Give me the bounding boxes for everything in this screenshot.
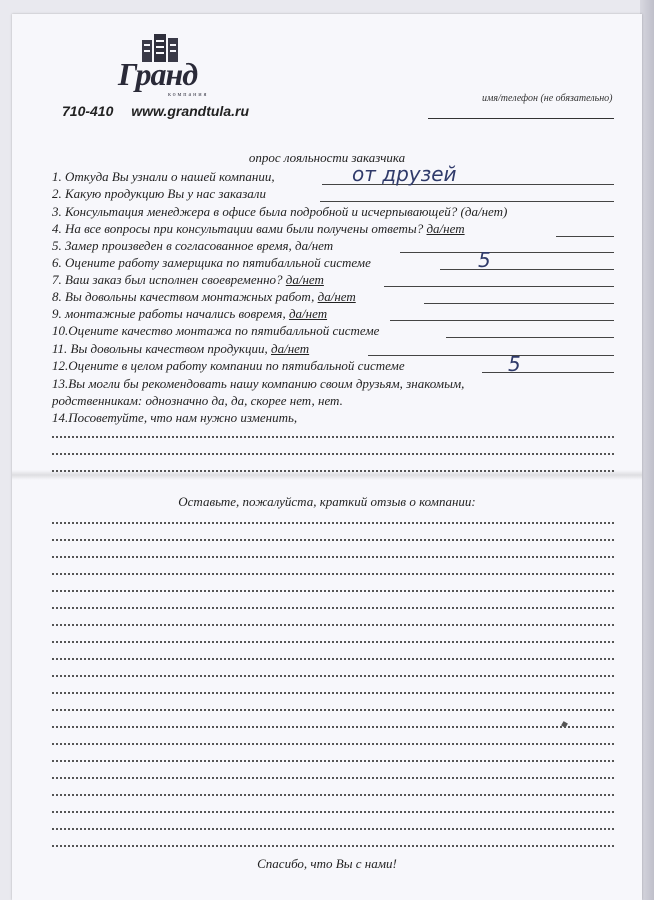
feedback-line[interactable] [52, 590, 614, 592]
answer-7-field[interactable] [384, 286, 614, 287]
company-contacts [62, 103, 249, 119]
question-4 [52, 221, 465, 237]
feedback-line[interactable] [52, 624, 614, 626]
brand-name: Гранд [118, 56, 198, 92]
answer-5-field[interactable] [400, 252, 614, 253]
feedback-line[interactable] [52, 607, 614, 609]
feedback-line[interactable] [52, 828, 614, 830]
feedback-line[interactable] [52, 743, 614, 745]
answer-14-line[interactable] [52, 436, 614, 438]
feedback-title: Оставьте, пожалуйста, краткий отзыв о компании: [178, 494, 476, 509]
feedback-line[interactable] [52, 760, 614, 762]
answer-9-field[interactable] [390, 320, 614, 321]
feedback-line[interactable] [52, 845, 614, 847]
company-website: www.grandtula.ru [131, 103, 249, 119]
scan-edge [640, 0, 654, 900]
company-phone: 710-410 [62, 103, 114, 119]
feedback-line[interactable] [52, 522, 614, 524]
answer-14-line[interactable] [52, 453, 614, 455]
feedback-line[interactable] [52, 692, 614, 694]
question-13: 13.Вы могли бы рекомендовать нашу компанию своим друзьям, знакомым, [52, 376, 465, 391]
feedback-line[interactable] [52, 573, 614, 575]
feedback-line[interactable] [52, 777, 614, 779]
question-4-yes-no[interactable]: да/нет [426, 221, 465, 236]
answer-8-field[interactable] [424, 303, 614, 304]
question-8-yes-no[interactable]: да/нет [317, 289, 356, 304]
answer-2-field[interactable] [320, 201, 614, 202]
answer-4-field[interactable] [556, 236, 614, 237]
question-3: 3. Консультация менеджера в офисе была подробной и исчерпывающей? (да/нет) [52, 204, 508, 219]
question-13-options[interactable]: родственникам: однозначно да, да, скорее нет, нет. [52, 393, 343, 408]
answer-11-field[interactable] [368, 355, 614, 356]
question-12: 12.Оцените в целом работу компании по пятибальной системе [52, 358, 405, 373]
brand-subtitle: компания [168, 92, 209, 98]
feedback-line[interactable] [52, 641, 614, 643]
question-8 [52, 289, 356, 305]
feedback-line[interactable] [52, 811, 614, 813]
question-1: 1. Откуда Вы узнали о нашей компании, [52, 169, 275, 184]
question-9-text: 9. монтажные работы начались вовремя, [52, 306, 286, 321]
question-14: 14.Посоветуйте, что нам нужно изменить, [52, 410, 298, 425]
thanks-note: Спасибо, что Вы с нами! [257, 856, 397, 871]
answer-6-handwritten: 5 [478, 248, 491, 272]
name-phone-field[interactable] [428, 118, 614, 119]
answer-10-field[interactable] [446, 337, 614, 338]
feedback-line[interactable] [52, 794, 614, 796]
feedback-line[interactable] [52, 726, 614, 728]
question-8-text: 8. Вы довольны качеством монтажных работ, [52, 289, 315, 304]
name-phone-caption: имя/телефон (не обязательно) [482, 93, 613, 104]
feedback-line[interactable] [52, 658, 614, 660]
question-11-text: 11. Вы довольны качеством продукции, [52, 341, 268, 356]
feedback-line[interactable] [52, 539, 614, 541]
answer-12-handwritten: 5 [508, 352, 521, 376]
answer-6-field[interactable] [440, 269, 614, 270]
question-5: 5. Замер произведен в согласованное время, да/нет [52, 238, 334, 253]
answer-1-handwritten: от друзей [352, 162, 457, 186]
survey-sheet [12, 14, 642, 900]
feedback-line[interactable] [52, 709, 614, 711]
question-7-text: 7. Ваш заказ был исполнен своевременно? [52, 272, 283, 287]
company-logo [118, 30, 228, 100]
feedback-line[interactable] [52, 675, 614, 677]
question-11-yes-no[interactable]: да/нет [271, 341, 310, 356]
question-9-yes-no[interactable]: да/нет [288, 306, 328, 321]
question-9 [52, 306, 327, 322]
answer-12-field[interactable] [482, 372, 614, 373]
question-4-text: 4. На все вопросы при консультации вами были получены ответы? [52, 221, 424, 236]
feedback-line[interactable] [52, 556, 614, 558]
question-10: 10.Оцените качество монтажа по пятибалльной системе [52, 323, 380, 338]
survey-title: опрос лояльности заказчика [248, 150, 406, 165]
answer-14-line[interactable] [52, 470, 614, 472]
question-7 [52, 272, 324, 288]
question-11 [52, 341, 309, 357]
question-7-yes-no[interactable]: да/нет [285, 272, 324, 287]
question-6: 6. Оцените работу замерщика по пятибалльной системе [52, 255, 371, 270]
question-2: 2. Какую продукцию Вы у нас заказали [52, 186, 266, 201]
